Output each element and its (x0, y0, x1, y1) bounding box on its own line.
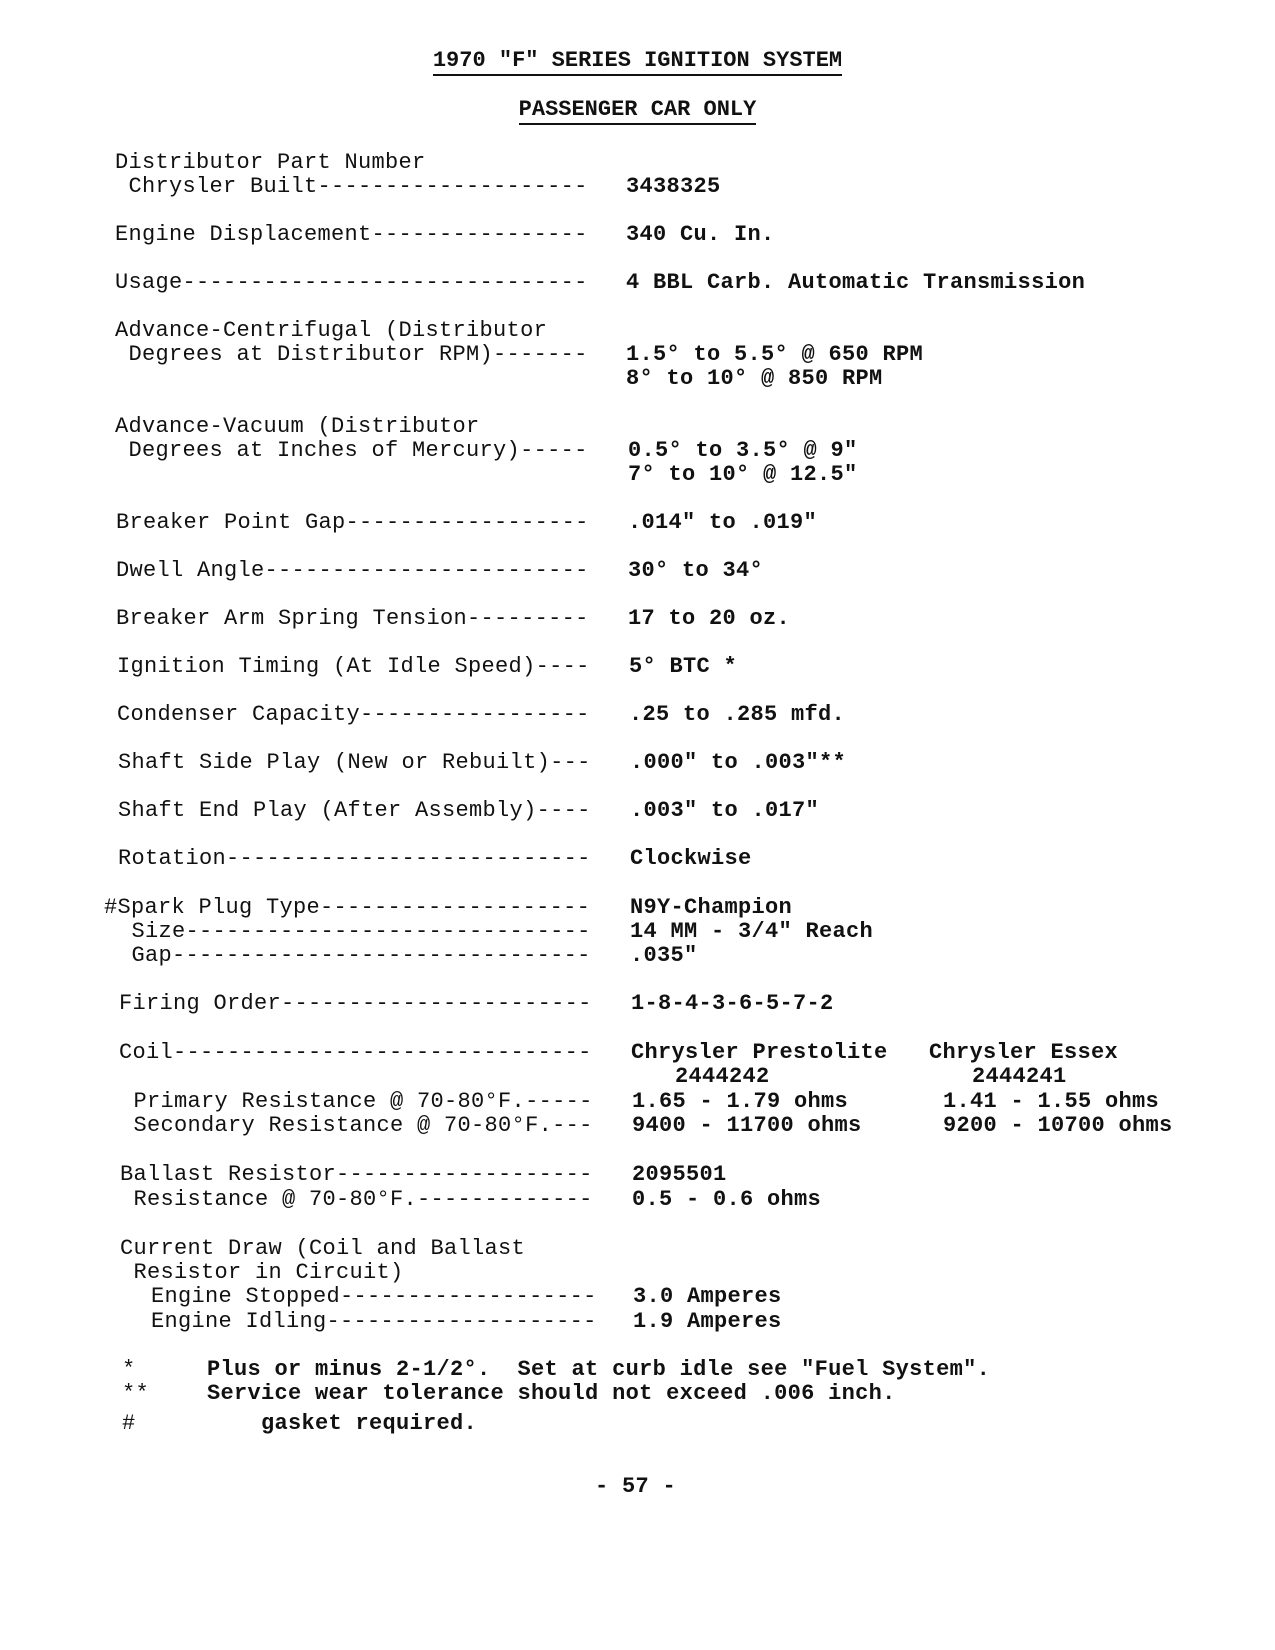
advance-centrifugal-value-2: 8° to 10° @ 850 RPM (626, 366, 883, 391)
distributor-value: 3438325 (626, 174, 721, 199)
spark-plug-size-label: Size------------------------------ (118, 919, 591, 944)
ballast-label: Ballast Resistor------------------- (120, 1162, 593, 1187)
side-play-value: .000" to .003"** (630, 750, 847, 775)
note-mark-1: * (122, 1357, 136, 1382)
advance-centrifugal-label-2: Degrees at Distributor RPM)------- (115, 342, 588, 367)
engine-stopped-value: 3.0 Amperes (633, 1284, 782, 1309)
page-title: 1970 "F" SERIES IGNITION SYSTEM (0, 48, 1275, 73)
breaker-gap-label: Breaker Point Gap------------------ (116, 510, 589, 535)
firing-order-label: Firing Order----------------------- (119, 991, 592, 1016)
displacement-label: Engine Displacement---------------- (115, 222, 588, 247)
firing-order-value: 1-8-4-3-6-5-7-2 (631, 991, 834, 1016)
condenser-value: .25 to .285 mfd. (629, 702, 846, 727)
condenser-label: Condenser Capacity----------------- (117, 702, 590, 727)
advance-vacuum-label: Advance-Vacuum (Distributor (115, 414, 480, 439)
page-number: - 57 - (595, 1474, 677, 1499)
rotation-label: Rotation--------------------------- (118, 846, 591, 871)
note-mark-2: ** (122, 1381, 150, 1406)
current-draw-label: Current Draw (Coil and Ballast (120, 1236, 526, 1261)
usage-value: 4 BBL Carb. Automatic Transmission (626, 270, 1086, 295)
ballast-value: 2095501 (632, 1162, 727, 1187)
ballast-resistance-value: 0.5 - 0.6 ohms (632, 1187, 822, 1212)
usage-label: Usage------------------------------ (115, 270, 588, 295)
page-subtitle: PASSENGER CAR ONLY (0, 97, 1275, 122)
timing-label: Ignition Timing (At Idle Speed)---- (117, 654, 590, 679)
secondary-resistance-prestolite: 9400 - 11700 ohms (632, 1113, 862, 1138)
side-play-label: Shaft Side Play (New or Rebuilt)--- (118, 750, 591, 775)
distributor-label: Distributor Part Number (115, 150, 426, 175)
advance-centrifugal-label: Advance-Centrifugal (Distributor (115, 318, 548, 343)
advance-vacuum-value-1: 0.5° to 3.5° @ 9" (628, 438, 858, 463)
secondary-resistance-label: Secondary Resistance @ 70-80°F.--- (120, 1113, 593, 1138)
timing-value: 5° BTC * (629, 654, 738, 679)
coil-label: Coil------------------------------- (119, 1040, 592, 1065)
secondary-resistance-essex: 9200 - 10700 ohms (943, 1113, 1173, 1138)
spark-plug-value: N9Y-Champion (630, 895, 793, 920)
end-play-label: Shaft End Play (After Assembly)---- (118, 798, 591, 823)
breaker-gap-value: .014" to .019" (628, 510, 818, 535)
advance-vacuum-label-2: Degrees at Inches of Mercury)----- (115, 438, 588, 463)
spark-plug-size-value: 14 MM - 3/4" Reach (630, 919, 874, 944)
rotation-value: Clockwise (630, 846, 752, 871)
coil-prestolite-name: Chrysler Prestolite (631, 1040, 888, 1065)
coil-prestolite-part: 2444242 (675, 1064, 770, 1089)
primary-resistance-prestolite: 1.65 - 1.79 ohms (632, 1089, 849, 1114)
engine-idling-label: Engine Idling-------------------- (124, 1309, 597, 1334)
coil-essex-part: 2444241 (972, 1064, 1067, 1089)
coil-essex-name: Chrysler Essex (929, 1040, 1119, 1065)
note-text-1: Plus or minus 2-1/2°. Set at curb idle see "Fuel System". (207, 1357, 991, 1382)
advance-centrifugal-value-1: 1.5° to 5.5° @ 650 RPM (626, 342, 924, 367)
engine-idling-value: 1.9 Amperes (633, 1309, 782, 1334)
distributor-built-label: Chrysler Built-------------------- (115, 174, 588, 199)
displacement-value: 340 Cu. In. (626, 222, 775, 247)
spark-plug-gap-value: .035" (630, 943, 698, 968)
note-text-2: Service wear tolerance should not exceed .006 inch. (207, 1381, 896, 1406)
spark-plug-gap-label: Gap------------------------------- (118, 943, 591, 968)
ballast-resistance-label: Resistance @ 70-80°F.------------- (120, 1187, 593, 1212)
engine-stopped-label: Engine Stopped------------------- (124, 1284, 597, 1309)
primary-resistance-essex: 1.41 - 1.55 ohms (943, 1089, 1160, 1114)
dwell-value: 30° to 34° (628, 558, 764, 583)
advance-vacuum-value-2: 7° to 10° @ 12.5" (628, 462, 858, 487)
note-text-3: gasket required. (207, 1411, 478, 1436)
end-play-value: .003" to .017" (630, 798, 820, 823)
spring-tension-value: 17 to 20 oz. (628, 606, 791, 631)
primary-resistance-label: Primary Resistance @ 70-80°F.----- (120, 1089, 593, 1114)
current-draw-label-2: Resistor in Circuit) (120, 1260, 404, 1285)
dwell-label: Dwell Angle------------------------ (116, 558, 589, 583)
spring-tension-label: Breaker Arm Spring Tension--------- (116, 606, 589, 631)
note-mark-3: # (122, 1411, 136, 1436)
spark-plug-label: #Spark Plug Type-------------------- (104, 895, 591, 920)
